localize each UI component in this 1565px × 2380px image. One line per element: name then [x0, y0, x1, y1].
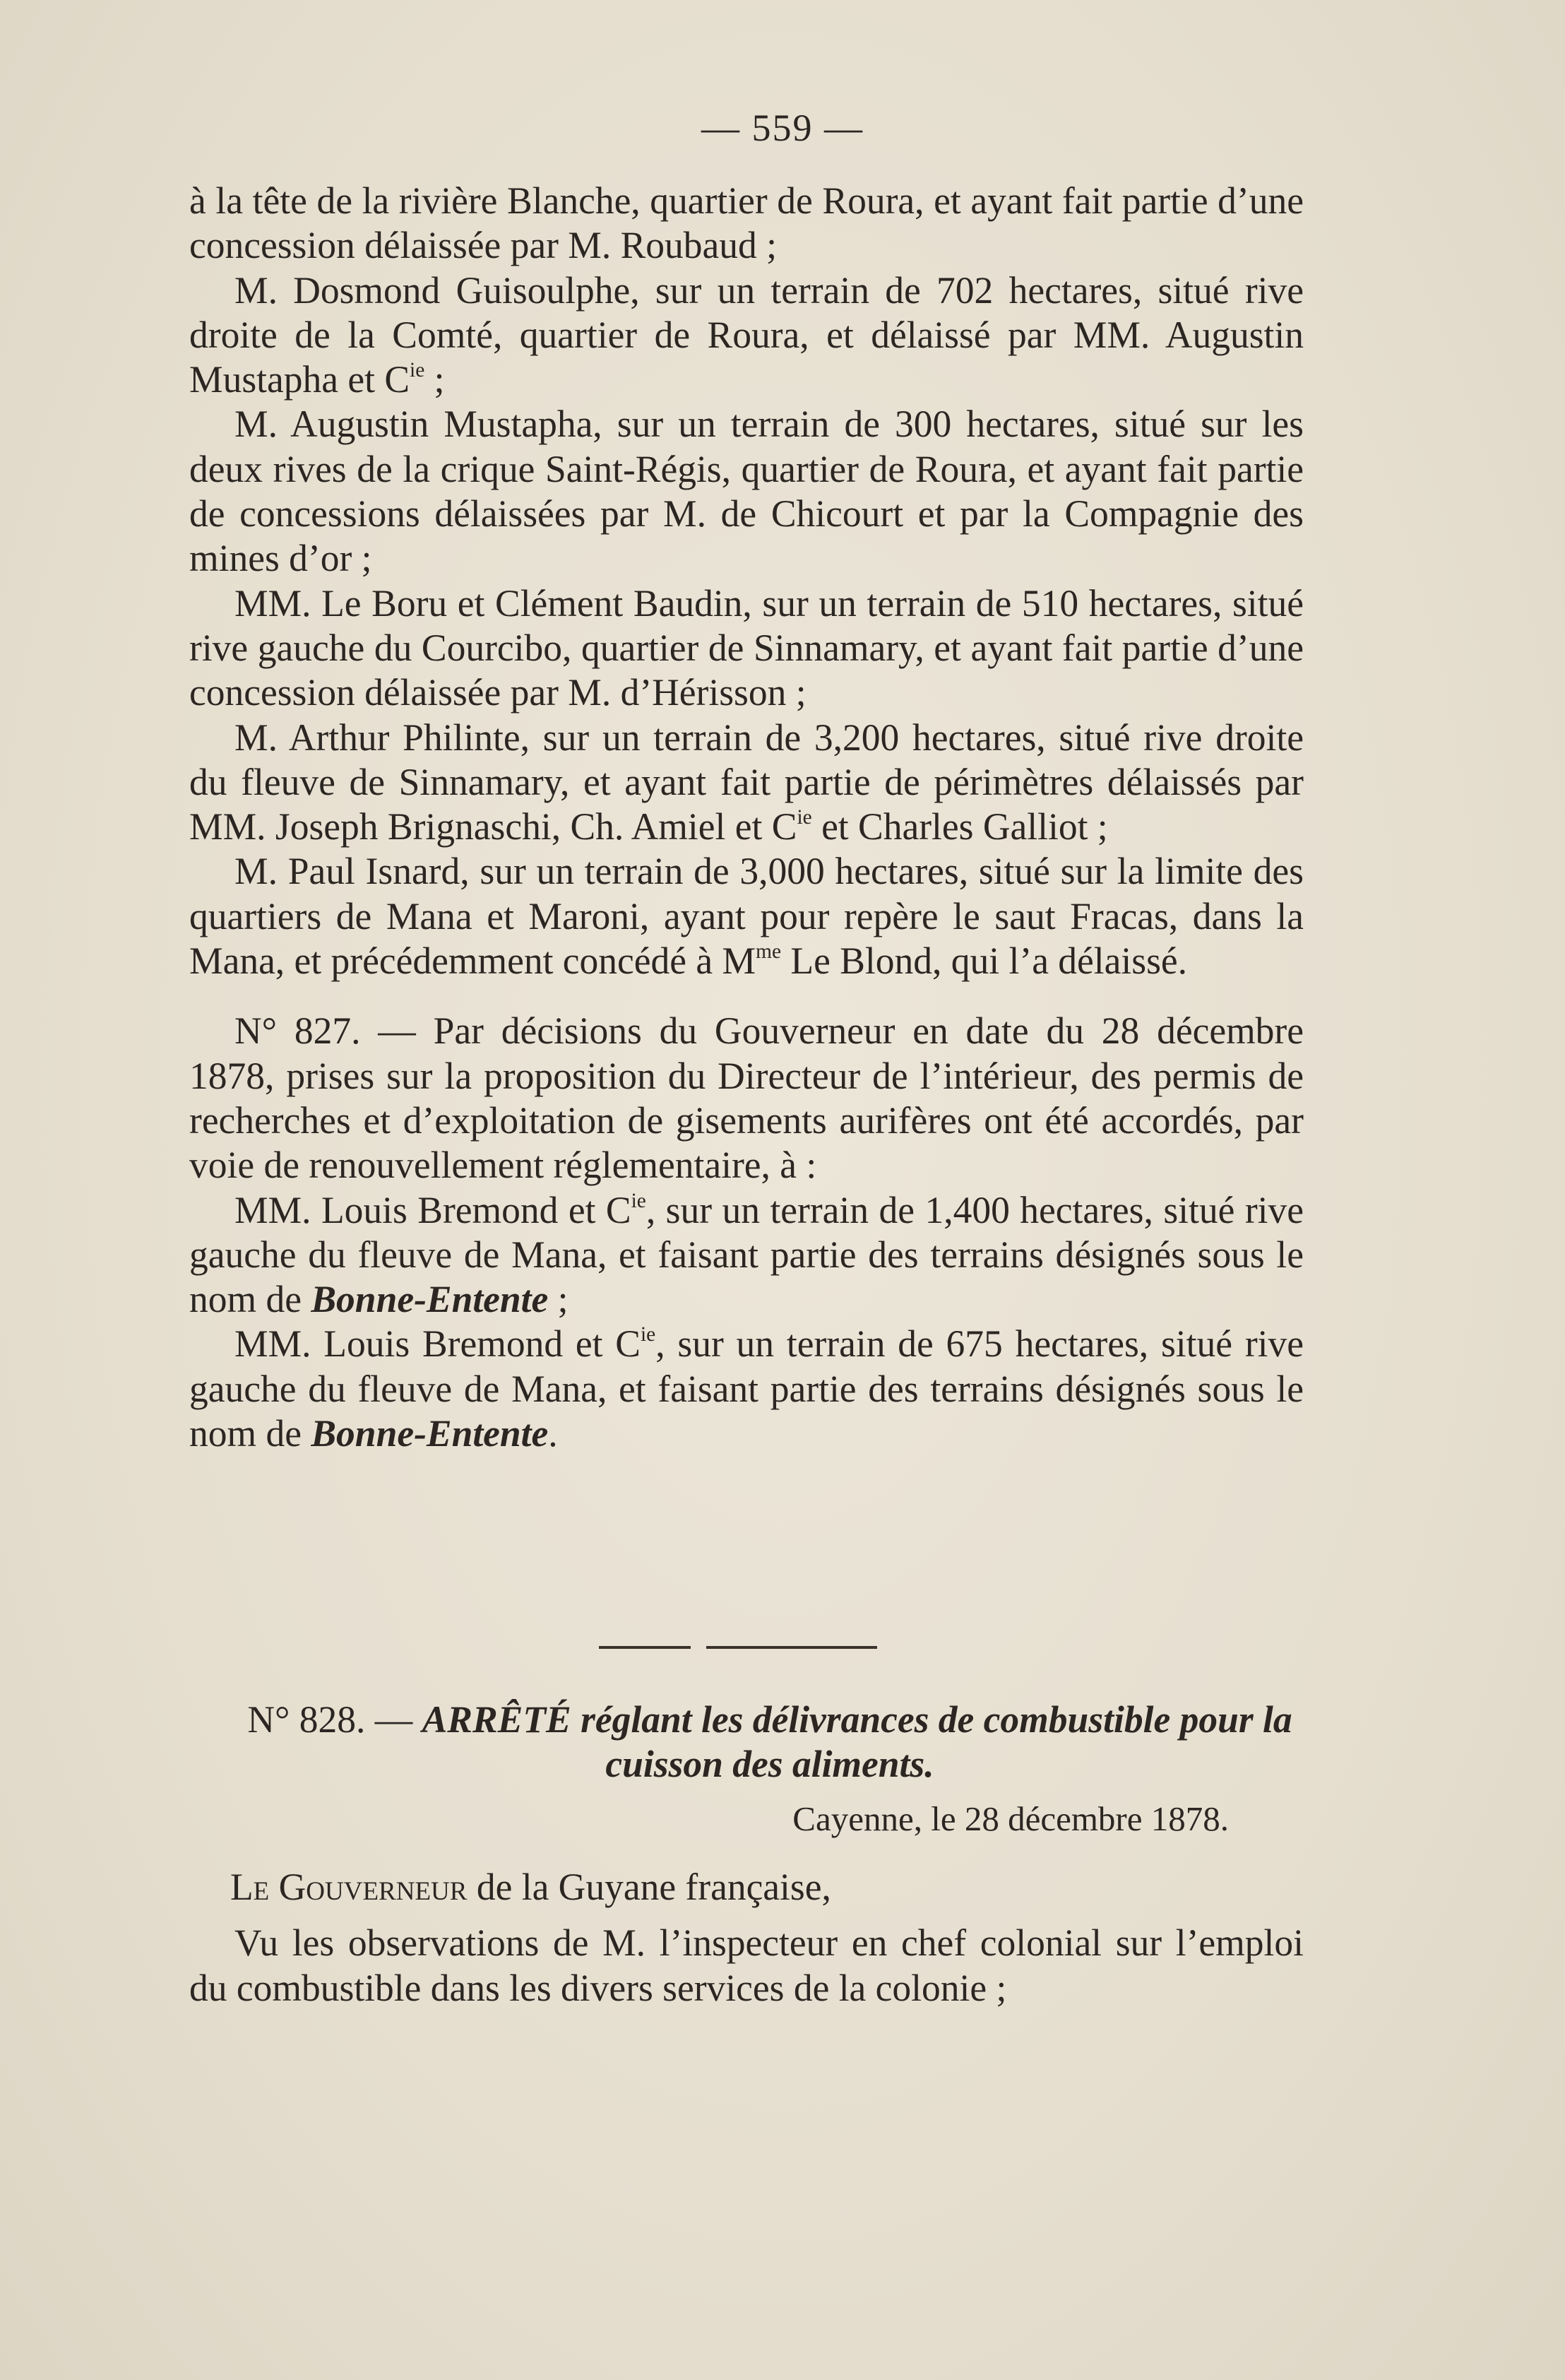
governor-line: Le Gouverneur de la Guyane française, [230, 1866, 831, 1908]
body-text-upper [189, 179, 1304, 1456]
paragraph-6: M. Paul Isnard, sur un terrain de 3,000 hectares, situé sur la limite des quartiers de Mana et Maroni, ayant pour repère le saut Fracas, dans la Mana, et précédemment concédé à $M^{me}$ Le Blond, qui l’a délaissé. [189, 850, 1304, 983]
paragraph-2: M. Dosmond Guisoulphe, sur un terrain de 702 hectares, situé rive droite de la Comté, quartier de Roura, et délaissé par MM. Augustin Mustapha et $C^{ie}$ ; [189, 268, 1304, 401]
decree-date: Cayenne, le 28 décembre 1878. [792, 1799, 1229, 1838]
paragraph-827: N° 827. — Par décisions du Gouverneur en date du 28 décembre 1878, prises sur la proposition du Directeur de l’intérieur, des permis de recherches et d’exploitation de gisements aurifères ont été accordés, par voie de renouvellement réglementaire, à : [189, 1010, 1304, 1187]
paragraph-bremond-1: MM. Louis Bremond et $C^{ie}$, sur un terrain de 1,400 hectares, situé rive gauche du fleuve de Mana, et faisant partie des terrains désignés sous le nom de Bonne-Entente ; [189, 1188, 1304, 1321]
paragraph-4: MM. Le Boru et Clément Baudin, sur un terrain de 510 hectares, situé rive gauche du Courcibo, quartier de Sinnamary, et ayant fait partie d’une concession délaissée par M. d’Hérisson ; [189, 581, 1304, 714]
paragraph-5: M. Arthur Philinte, sur un terrain de 3,200 hectares, situé rive droite du fleuve de Sinnamary, et ayant fait partie de périmètres délaissés par MM. Joseph Brignaschi, Ch. Amiel et $C^{ie}$ et Charles Galliot ; [189, 716, 1304, 848]
vu-paragraph: Vu les observations de M. l’inspecteur en chef colonial sur l’emploi du combustible dans les divers services de la colonie ; [189, 1922, 1304, 2009]
body-text-lower [189, 1865, 1304, 2011]
paragraph-1: à la tête de la rivière Blanche, quartier de Roura, et ayant fait partie d’une concession délaissée par M. Roubaud ; [189, 179, 1304, 267]
decree-title: N° 828. — ARRÊTÉ réglant les délivrances de combustible pour la cuisson des aliments. [247, 1698, 1292, 1785]
paragraph-bremond-2: MM. Louis Bremond et $C^{ie}$, sur un terrain de 675 hectares, situé rive gauche du fleuve de Mana, et faisant partie des terrains désignés sous le nom de Bonne-Entente. [189, 1322, 1304, 1455]
section-separator [599, 1646, 877, 1654]
page-number: — 559 — [701, 107, 864, 149]
paragraph-3: M. Augustin Mustapha, sur un terrain de 300 hectares, situé sur les deux rives de la crique Saint-Régis, quartier de Roura, et ayant fait partie de concessions délaissées par M. de Chicourt et par la Compagnie des mines d’or ; [189, 403, 1304, 580]
